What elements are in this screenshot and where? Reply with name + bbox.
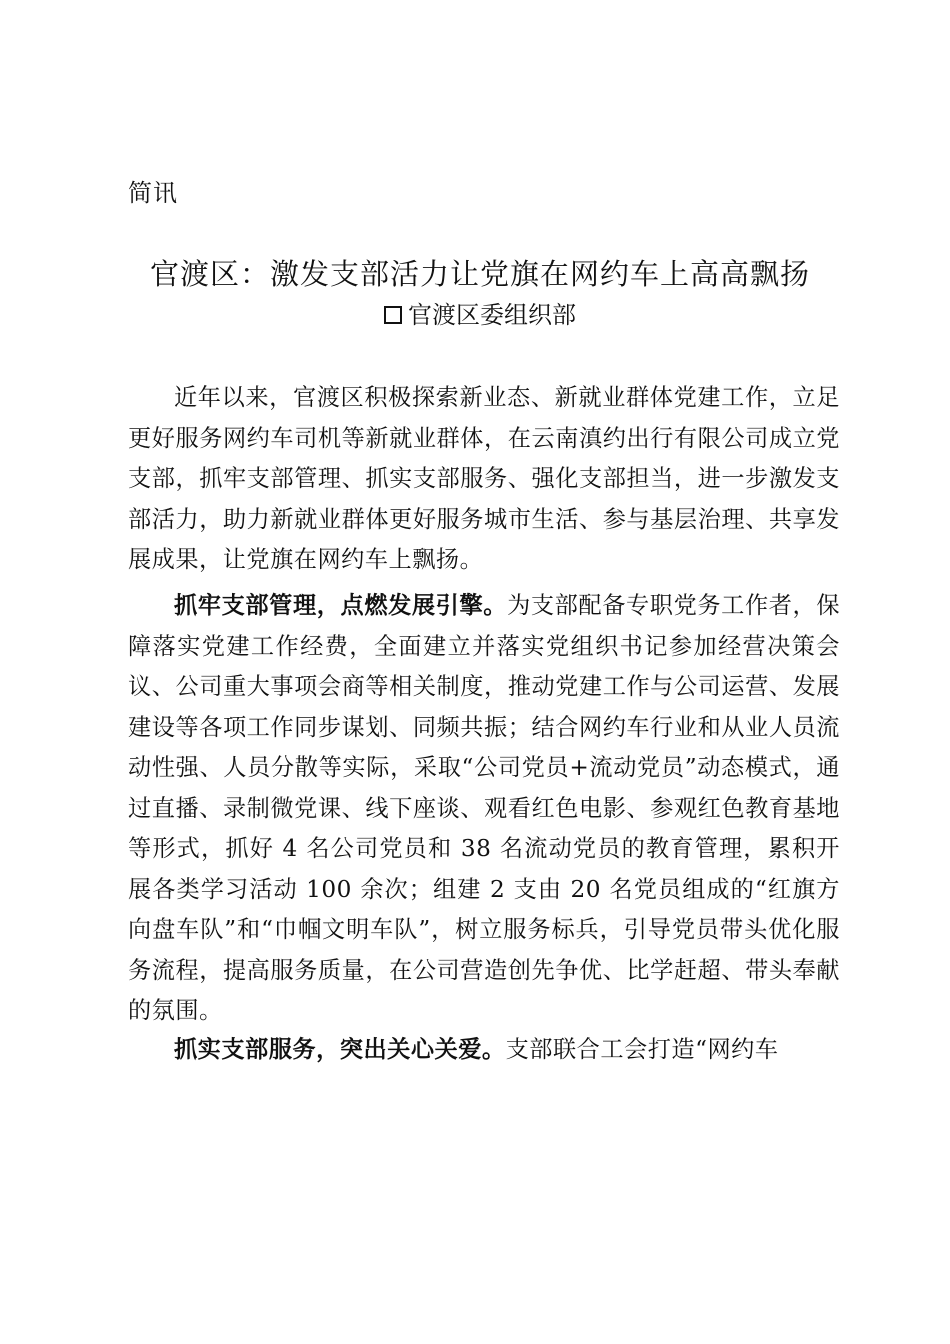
doc-label: 简讯 bbox=[128, 179, 178, 207]
square-bullet-icon bbox=[384, 306, 402, 324]
byline-text: 官渡区委组织部 bbox=[408, 301, 576, 329]
paragraph-service bbox=[128, 1030, 840, 1071]
paragraph-text: 支部联合工会打造“网约车 bbox=[505, 1036, 779, 1063]
paragraph-text: 近年以来，官渡区积极探索新业态、新就业群体党建工作，立足更好服务网约车司机等新就业群体，在云南滇约出行有限公司成立党支部，抓牢支部管理、抓实支部服务、强化支部担当，进一步激发支部活力，助力新就业群体更好服务城市生活、参与基层治理、共享发展成果，让党旗在网约车上飘扬。 bbox=[128, 384, 840, 573]
doc-title: 官渡区：激发支部活力让党旗在网约车上高高飘扬 bbox=[149, 257, 810, 291]
byline bbox=[120, 298, 840, 332]
paragraph-intro bbox=[128, 378, 840, 581]
paragraph-lead: 抓实支部服务，突出关心关爱。 bbox=[174, 1036, 506, 1063]
paragraph-lead: 抓牢支部管理，点燃发展引擎。 bbox=[174, 592, 508, 619]
paragraph-management bbox=[128, 586, 840, 1032]
paragraph-text: 为支部配备专职党务工作者，保障落实党建工作经费，全面建立并落实党组织书记参加经营决策会议、公司重大事项会商等相关制度，推动党建工作与公司运营、发展建设等各项工作同步谋划、同频共振；结合网约车行业和从业人员流动性强、人员分散等实际，采取“公司党员+流动党员”动态模式，通过直播、录制微党课、线下座谈、观看红色电影、参观红色教育基地等形式，抓好 4 名公司党员和 38 名流动党员的教育管理，累积开展各类学习活动 100 余次；组建 2 支由 20 名党员组成的“红旗方向盘车队”和“巾帼文明车队”，树立服务标兵，引导党员带头优化服务流程，提高服务质量，在公司营造创先争优、比学赶超、带头奉献的氛围。 bbox=[128, 592, 841, 1024]
